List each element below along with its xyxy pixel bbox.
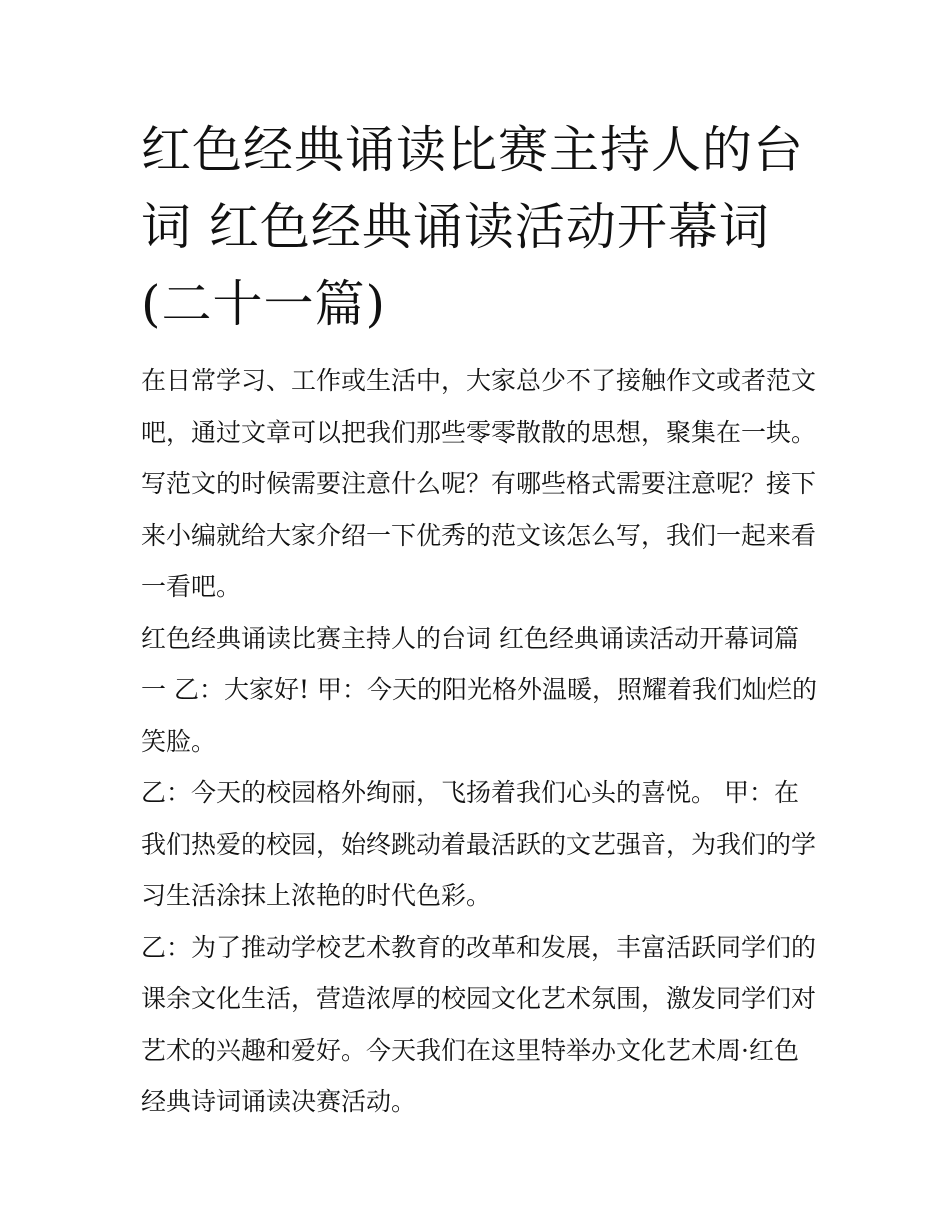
text-line: 笑脸。 [141,726,217,756]
text-line: 乙：今天的校园格外绚丽，飞扬着我们心头的喜悦。 甲：在 [141,778,799,807]
text-line: 课余文化生活，营造浓厚的校园文化艺术氛围，激发同学们对 [141,984,817,1013]
intro-paragraph [141,355,821,613]
document-title [141,112,821,343]
text-line: 经典诗词诵读决赛活动。 [141,1087,417,1116]
text-line: 来小编就给大家介绍一下优秀的范文该怎么写，我们一起来看 [141,520,817,550]
text-line: 一看吧。 [141,572,242,601]
dialogue-paragraph [141,922,821,1128]
dialogue-paragraph [141,767,821,922]
text-line: 我们热爱的校园，始终跳动着最活跃的文艺强音，为我们的学 [141,829,817,859]
text-line: 写范文的时候需要注意什么呢？有哪些格式需要注意呢？接下 [141,469,817,498]
title-line: 词 红色经典诵读活动开幕词 [141,198,770,256]
title-line: 红色经典诵读比赛主持人的台 [141,121,804,179]
text-line: 一 乙：大家好! 甲：今天的阳光格外温暖，照耀着我们灿烂的 [141,675,817,704]
document-body [141,355,821,1128]
text-line: 在日常学习、工作或生活中，大家总少不了接触作文或者范文 [141,366,817,395]
section-paragraph [141,613,821,768]
text-line: 吧，通过文章可以把我们那些零零散散的思想，聚集在一块。 [141,417,817,447]
title-line: (二十一篇) [141,275,387,333]
text-line: 艺术的兴趣和爱好。今天我们在这里特举办文化艺术周·红色 [141,1035,799,1065]
text-line: 红色经典诵读比赛主持人的台词 红色经典诵读活动开幕词篇 [141,623,799,653]
text-line: 乙：为了推动学校艺术教育的改革和发展，丰富活跃同学们的 [141,932,817,962]
text-line: 习生活涂抹上浓艳的时代色彩。 [141,881,492,910]
